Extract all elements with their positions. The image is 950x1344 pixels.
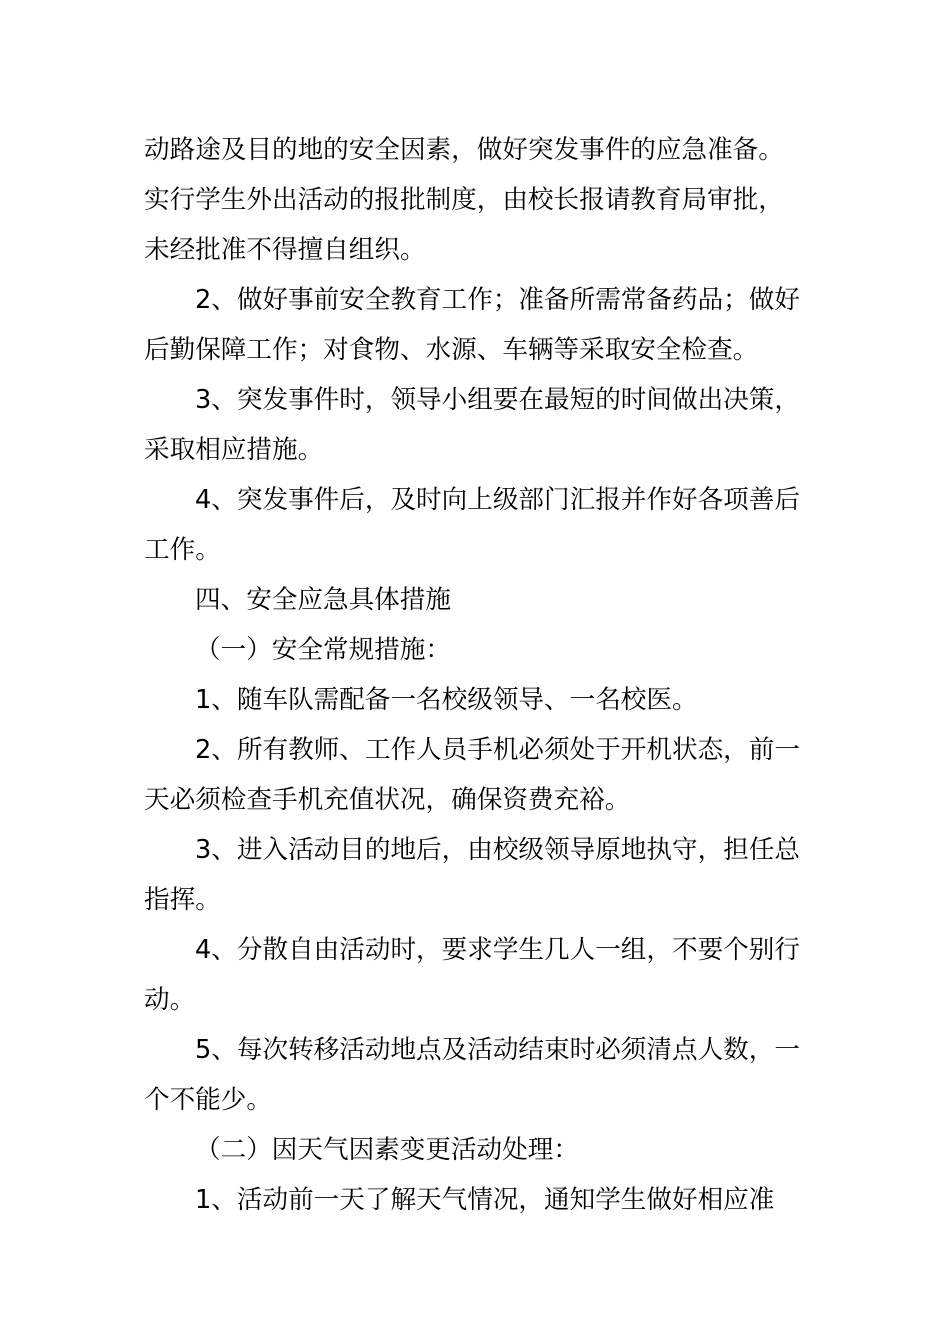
paragraph-line-2: 实行学生外出活动的报批制度，由校长报请教育局审批， [144, 185, 784, 215]
paragraph-line-9: 工作。 [144, 535, 221, 565]
paragraph-line-13: 2、所有教师、工作人员手机必须处于开机状态，前一 [195, 735, 800, 765]
paragraph-line-14: 天必须检查手机充值状况，确保资费充裕。 [144, 785, 631, 815]
paragraph-line-4: 2、做好事前安全教育工作；准备所需常备药品；做好 [195, 285, 800, 315]
paragraph-line-20: 个不能少。 [144, 1085, 272, 1115]
subsection-heading-1: （一）安全常规措施： [195, 635, 451, 665]
document-body [144, 125, 808, 1225]
paragraph-line-19: 5、每次转移活动地点及活动结束时必须清点人数，一 [195, 1035, 800, 1065]
paragraph-line-6: 3、突发事件时，领导小组要在最短的时间做出决策， [195, 385, 800, 415]
paragraph-line-12: 1、随车队需配备一名校级领导、一名校医。 [195, 685, 698, 715]
paragraph-line-7: 采取相应措施。 [144, 435, 324, 465]
paragraph-line-22: 1、活动前一天了解天气情况，通知学生做好相应准 [195, 1185, 775, 1215]
paragraph-line-16: 指挥。 [144, 885, 221, 915]
subsection-heading-2: （二）因天气因素变更活动处理： [195, 1135, 579, 1165]
section-heading-4: 四、安全应急具体措施 [195, 585, 451, 615]
paragraph-line-8: 4、突发事件后，及时向上级部门汇报并作好各项善后 [195, 485, 800, 515]
paragraph-line-17: 4、分散自由活动时，要求学生几人一组，不要个别行 [195, 935, 800, 965]
paragraph-line-18: 动。 [144, 985, 196, 1015]
paragraph-line-3: 未经批准不得擅自组织。 [144, 235, 426, 265]
paragraph-line-5: 后勤保障工作；对食物、水源、车辆等采取安全检查。 [144, 335, 759, 365]
paragraph-line-15: 3、进入活动目的地后，由校级领导原地执守，担任总 [195, 835, 800, 865]
paragraph-line-1: 动路途及目的地的安全因素，做好突发事件的应急准备。 [144, 135, 784, 165]
